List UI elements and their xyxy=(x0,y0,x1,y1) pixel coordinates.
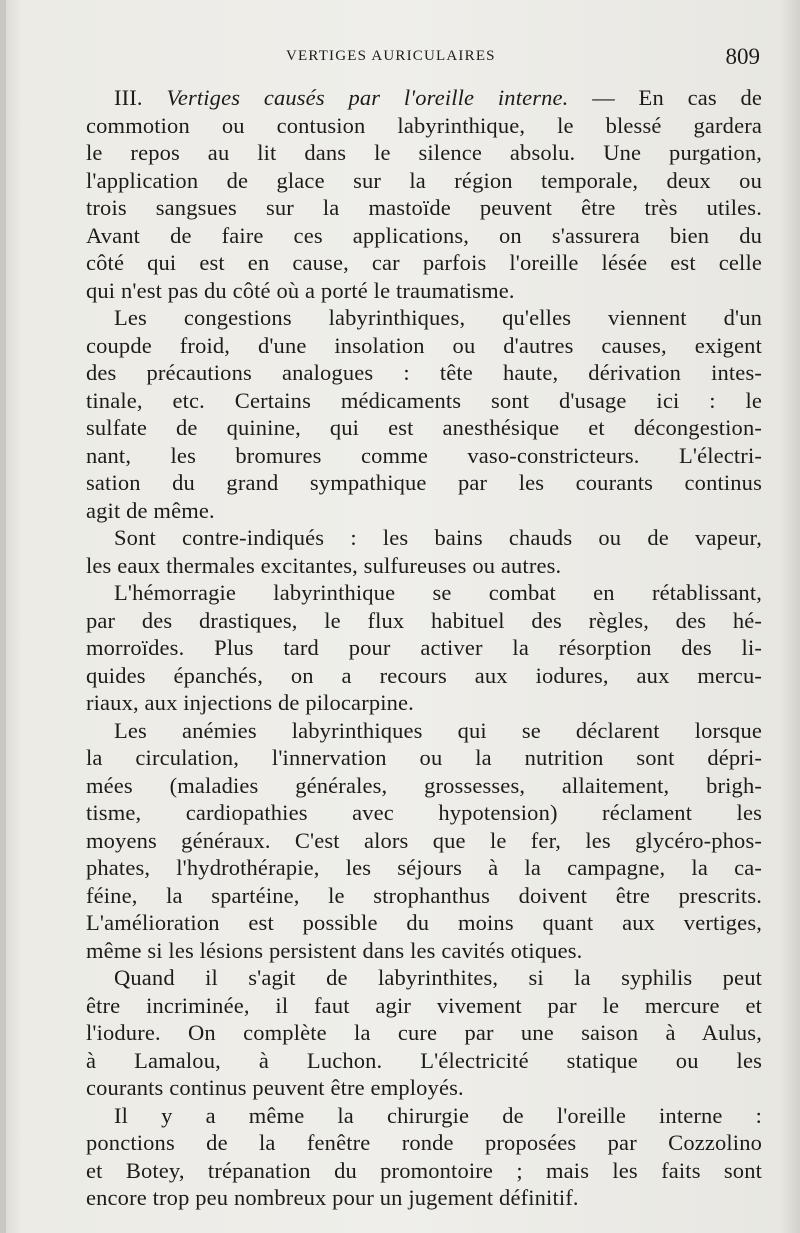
text-line: féine, la spartéine, le strophanthus doivent être prescrits. xyxy=(86,882,762,908)
section-lead: — En cas de xyxy=(568,85,763,110)
text-line: nant, les bromures comme vaso-constricteurs. L'électri- xyxy=(86,442,762,468)
text-line: L'hémorragie labyrinthique se combat en rétablissant, xyxy=(114,580,762,605)
text-line: Les anémies labyrinthiques qui se déclarent lorsque xyxy=(114,717,762,743)
running-title: VERTIGES AURICULAIRES xyxy=(286,48,496,64)
text-line: riaux, aux injections de pilocarpine. xyxy=(86,690,414,715)
text-line: encore trop peu nombreux pour un jugement définitif. xyxy=(86,1185,579,1210)
text-line: mées (maladies générales, grossesses, allaitement, brigh- xyxy=(86,772,762,798)
text-line: à Lamalou, à Luchon. L'électricité statique ou les xyxy=(86,1047,762,1073)
text-line: tinale, etc. Certains médicaments sont d'usage ici : le xyxy=(86,387,762,413)
text-line: morroïdes. Plus tard pour activer la résorption des li- xyxy=(86,635,762,660)
text-line: l'application de glace sur la région temporale, deux ou xyxy=(86,167,762,193)
text-line: les eaux thermales excitantes, sulfureuses ou autres. xyxy=(86,552,562,578)
text-line: être incriminée, il faut agir vivement par le mercure et xyxy=(86,992,762,1018)
text-line: Les congestions labyrinthiques, qu'elles viennent d'un xyxy=(114,305,762,330)
body-text xyxy=(86,84,762,1212)
text-line: des précautions analogues : tête haute, dérivation intes- xyxy=(86,360,762,385)
text-line: trois sangsues sur la mastoïde peuvent être très utiles. xyxy=(86,195,762,220)
section-number: III. xyxy=(114,85,167,110)
text-line: par des drastiques, le flux habituel des règles, des hé- xyxy=(86,607,762,633)
text-line: tisme, cardiopathies avec hypotension) réclament les xyxy=(86,800,762,825)
text-line: phates, l'hydrothérapie, les séjours à la campagne, la ca- xyxy=(86,855,762,880)
text-line: qui n'est pas du côté où a porté le traumatisme. xyxy=(86,277,515,303)
section-title: Vertiges causés par l'oreille interne. xyxy=(166,85,569,110)
text-line: Il y a même la chirurgie de l'oreille interne : xyxy=(114,1102,762,1128)
text-line: commotion ou contusion labyrinthique, le blessé gardera xyxy=(86,112,762,138)
text-line: sation du grand sympathique par les courants continus xyxy=(86,470,762,495)
running-head xyxy=(86,44,766,74)
text-line: sulfate de quinine, qui est anesthésique et décongestion- xyxy=(86,415,762,440)
text-line: l'iodure. On complète la cure par une saison à Aulus, xyxy=(86,1020,762,1045)
text-line: agit de même. xyxy=(86,497,215,523)
text-line xyxy=(86,84,762,112)
text-line: ponctions de la fenêtre ronde proposées par Cozzolino xyxy=(86,1130,762,1155)
text-line: Sont contre-indiqués : les bains chauds ou de vapeur, xyxy=(114,525,762,550)
page-number: 809 xyxy=(725,44,760,69)
text-line: quides épanchés, on a recours aux iodures, aux mercu- xyxy=(86,662,762,688)
page-edge-shadow xyxy=(0,0,6,1233)
text-line: et Botey, trépanation du promontoire ; mais les faits sont xyxy=(86,1157,762,1183)
text-line: L'amélioration est possible du moins quant aux vertiges, xyxy=(86,910,762,935)
text-line: Quand il s'agit de labyrinthites, si la syphilis peut xyxy=(114,965,762,990)
text-line: la circulation, l'innervation ou la nutrition sont dépri- xyxy=(86,745,762,770)
text-line: même si les lésions persistent dans les cavités otiques. xyxy=(86,937,583,963)
text-line: le repos au lit dans le silence absolu. Une purgation, xyxy=(86,140,762,165)
text-line: côté qui est en cause, car parfois l'oreille lésée est celle xyxy=(86,250,762,275)
text-line: coupde froid, d'une insolation ou d'autres causes, exigent xyxy=(86,332,762,358)
text-line: courants continus peuvent être employés. xyxy=(86,1075,464,1100)
text-line: moyens généraux. C'est alors que le fer, les glycéro-phos- xyxy=(86,827,762,853)
text-line: Avant de faire ces applications, on s'assurera bien du xyxy=(86,222,762,248)
